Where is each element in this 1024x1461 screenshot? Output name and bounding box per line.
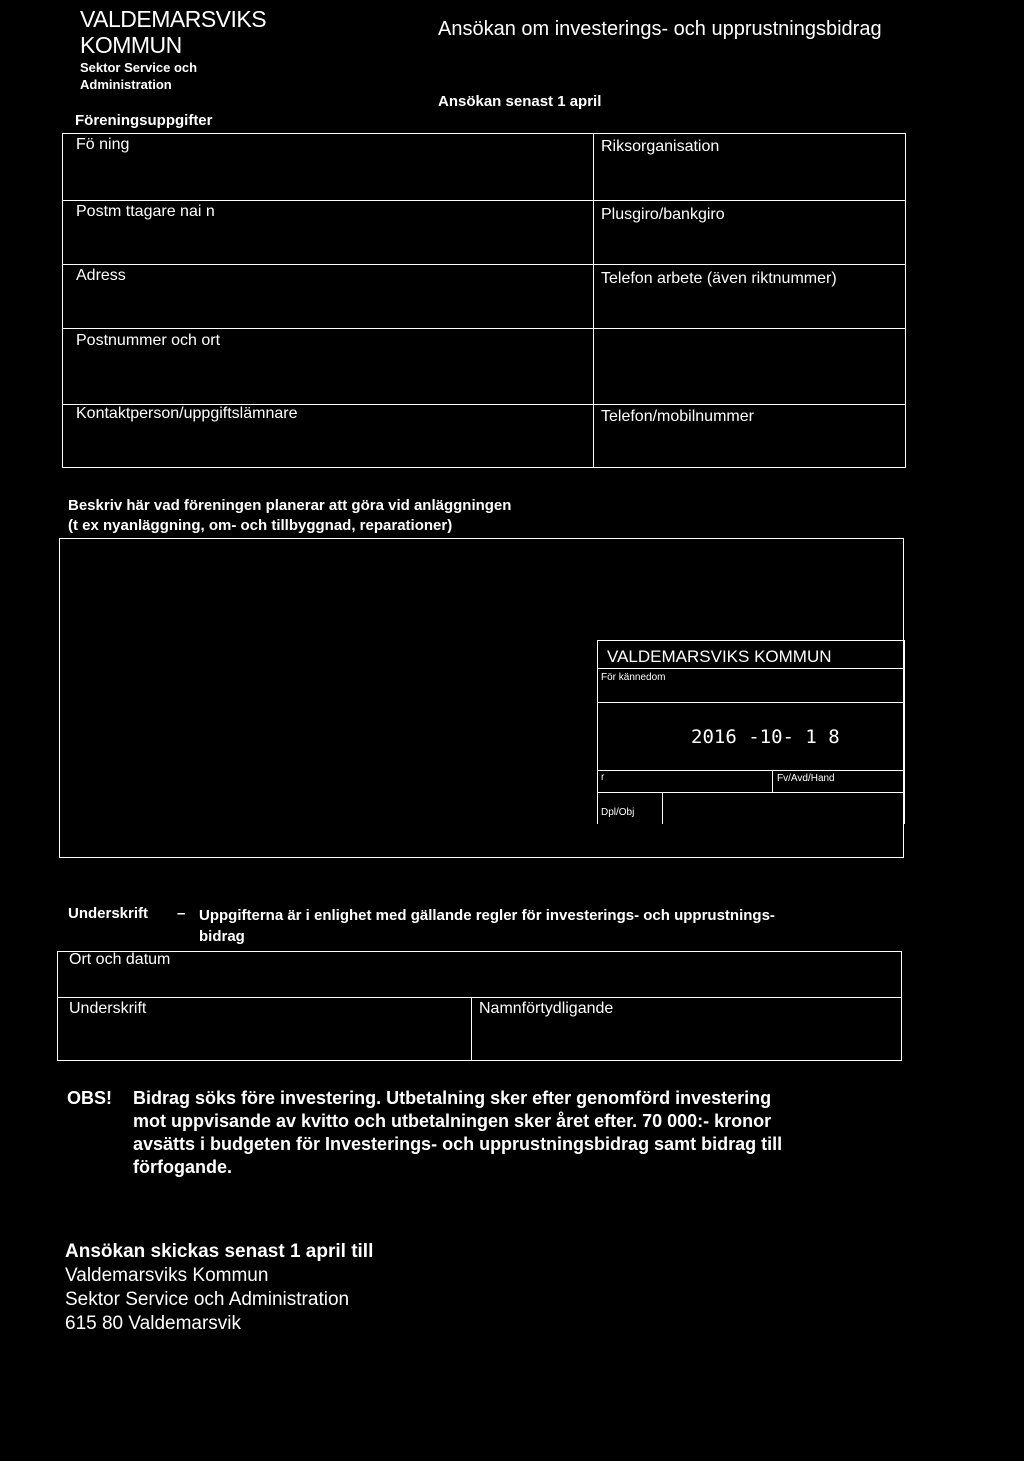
description-prompt (68, 496, 511, 536)
stamp-dpl: Dpl/Obj (601, 807, 635, 818)
field-label-riksorganisation: Riksorganisation (601, 138, 720, 155)
signature-heading: Underskrift (68, 905, 149, 922)
stamp-border-top (597, 640, 905, 641)
obs-line1: Bidrag söks före investering. Utbetalning sker efter genomförd investering (133, 1088, 772, 1108)
row-divider (62, 328, 906, 329)
description-prompt-line1: Beskriv här vad föreningen planerar att göra vid anläggningen (68, 497, 512, 514)
field-label-telefon-arbete: Telefon arbete (även riktnummer) (601, 270, 837, 287)
municipality-line2: KOMMUN (80, 32, 182, 58)
stamp-r: r (601, 772, 605, 783)
deadline-note: Ansökan senast 1 april (438, 93, 602, 110)
mailing-address-heading: Ansökan skickas senast 1 april till (65, 1241, 374, 1262)
mailing-address-line2: Valdemarsviks Kommun (65, 1265, 269, 1286)
field-label-postnummer: Postnummer och ort (76, 332, 221, 349)
field-label-postmottagare: Postm ttagare nai n (76, 203, 215, 220)
row-divider (62, 200, 906, 201)
divider-vertical (471, 997, 472, 1061)
obs-label: OBS! (67, 1088, 112, 1108)
field-label-underskrift: Underskrift (69, 1000, 147, 1017)
signature-declaration-line1: Uppgifterna är i enlighet med gällande regler för investerings- och upprustnings- (199, 907, 775, 924)
stamp-title: VALDEMARSVIKS KOMMUN (607, 647, 832, 666)
obs-line4: förfogande. (133, 1157, 232, 1177)
department-line2: Administration (80, 77, 172, 92)
mailing-address-line4: 615 80 Valdemarsvik (65, 1313, 242, 1334)
department (80, 59, 197, 93)
stamp-divider (597, 792, 905, 793)
divider-vertical (593, 133, 594, 468)
field-label-kontaktperson: Kontaktperson/uppgiftslämnare (76, 405, 298, 422)
stamp-date: 2016 -10- 1 8 (691, 726, 840, 748)
signature-dash: – (177, 905, 186, 922)
signature-declaration-line2: bidrag (199, 928, 245, 945)
mailing-address (65, 1240, 373, 1336)
description-prompt-line2: (t ex nyanläggning, om- och tillbyggnad, reparationer) (68, 517, 453, 534)
field-label-telefon-mobil: Telefon/mobilnummer (601, 408, 754, 425)
department-line1: Sektor Service och (80, 60, 198, 75)
obs-line2: mot uppvisande av kvitto och utbetalningen sker året efter. 70 000:- kronor (133, 1111, 772, 1131)
row-divider (62, 264, 906, 265)
field-label-adress: Adress (76, 267, 126, 284)
municipality-line1: VALDEMARSVIKS (80, 6, 267, 32)
signature-declaration (199, 905, 775, 947)
field-label-plusgiro: Plusgiro/bankgiro (601, 206, 725, 223)
field-label-namnfortydligande: Namnförtydligande (479, 1000, 614, 1017)
stamp-divider-v (772, 770, 773, 792)
stamp-divider (597, 702, 905, 703)
stamp-subtitle: För kännedom (601, 672, 666, 683)
stamp-divider (597, 770, 905, 771)
obs-text (133, 1087, 782, 1179)
received-stamp (597, 640, 907, 825)
field-label-forening: Fö ning (76, 136, 130, 153)
stamp-divider (597, 668, 905, 669)
row-divider (57, 997, 902, 998)
municipality-name (80, 6, 266, 58)
mailing-address-line3: Sektor Service och Administration (65, 1289, 350, 1310)
obs-line3: avsätts i budgeten för Investerings- och upprustningsbidrag samt bidrag till (133, 1134, 783, 1154)
field-label-ort-datum: Ort och datum (69, 951, 171, 968)
page-title: Ansökan om investerings- och upprustningsbidrag (438, 18, 882, 40)
section-heading-org: Föreningsuppgifter (75, 112, 213, 129)
stamp-divider-v (662, 792, 663, 824)
stamp-fv: Fv/Avd/Hand (777, 773, 835, 784)
